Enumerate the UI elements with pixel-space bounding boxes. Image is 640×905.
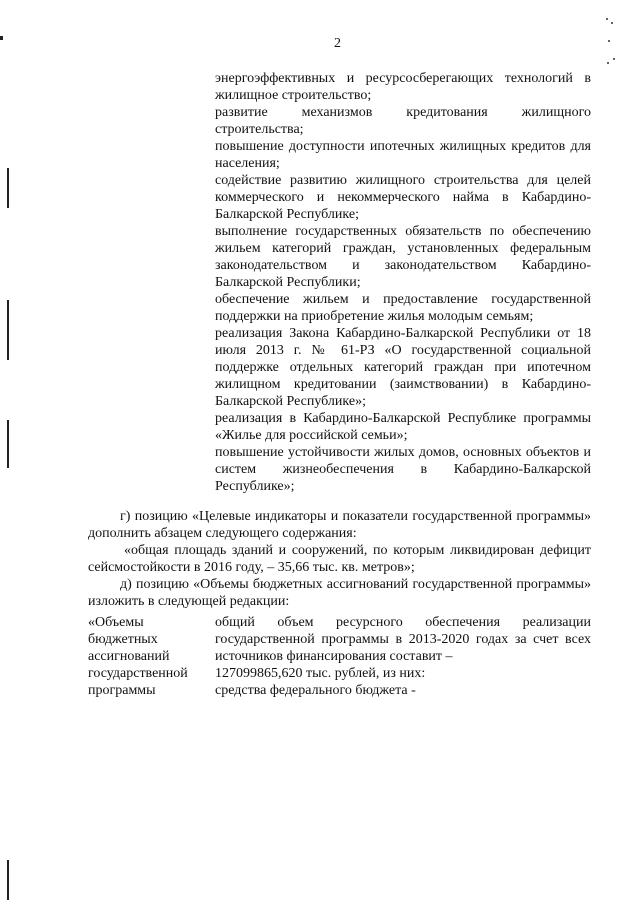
table-left-line: бюджетных bbox=[88, 632, 158, 647]
table-right-text: средства федерального бюджета - bbox=[215, 683, 416, 698]
scan-margin-mark bbox=[7, 420, 9, 468]
list-item: повышение доступности ипотечных жилищных кредитов для населения; bbox=[215, 139, 591, 171]
table-left-line: государственной bbox=[88, 666, 188, 681]
list-item: повышение устойчивости жилых домов, основных объектов и систем жизнеобеспечения в Кабардино-Балкарской Республике»; bbox=[215, 445, 591, 494]
scan-speck bbox=[607, 62, 609, 64]
amendment-paragraphs bbox=[88, 508, 591, 610]
scan-margin-mark bbox=[7, 860, 9, 900]
paragraph-g-quote: «общая площадь зданий и сооружений, по которым ликвидирован дефицит сейсмостойкости в 2016 году, – 35,66 тыс. кв. метров»; bbox=[88, 543, 591, 575]
scan-margin-mark bbox=[0, 36, 3, 40]
scan-speck bbox=[606, 18, 608, 20]
scan-speck bbox=[613, 58, 615, 60]
page-number: 2 bbox=[334, 36, 341, 51]
list-item: обеспечение жильем и предоставление государственной поддержки на приобретение жилья молодым семьям; bbox=[215, 292, 591, 324]
scan-margin-mark bbox=[7, 168, 9, 208]
table-left-line: программы bbox=[88, 683, 156, 698]
table-right-column bbox=[215, 614, 591, 699]
table-right-text: 127099865,620 тыс. рублей, из них: bbox=[215, 666, 426, 681]
scan-margin-mark bbox=[7, 300, 9, 360]
list-item: энергоэффективных и ресурсосберегающих технологий в жилищное строительство; bbox=[215, 71, 591, 103]
list-item: развитие механизмов кредитования жилищного строительства; bbox=[215, 105, 591, 137]
list-item: выполнение государственных обязательств по обеспечению жильем категорий граждан, установленных федеральным законодательством и законодательством Кабардино-Балкарской Республики; bbox=[215, 224, 591, 290]
paragraph-g-position: г) позицию «Целевые индикаторы и показатели государственной программы» дополнить абзацем следующего содержания: bbox=[88, 509, 591, 541]
paragraph-d-position: д) позицию «Объемы бюджетных ассигнований государственной программы» изложить в следующей редакции: bbox=[88, 577, 591, 609]
scan-speck bbox=[608, 40, 610, 42]
table-right-text: общий объем ресурсного обеспечения реализации государственной программы в 2013-2020 годах за счет всех источников финансирования составит – bbox=[215, 615, 591, 664]
table-left-line: «Объемы bbox=[88, 615, 144, 630]
list-item: содействие развитию жилищного строительства для целей коммерческого и некоммерческого найма в Кабардино-Балкарской Республике; bbox=[215, 173, 591, 222]
scan-speck bbox=[611, 22, 613, 24]
list-item: реализация Закона Кабардино-Балкарской Республики от 18 июля 2013 г. № 61-РЗ «О государственной социальной поддержке отдельных категорий граждан при ипотечном жилищном кредитовании (заимствовании) в Кабардино-Балкарской Республике»; bbox=[215, 326, 591, 409]
list-item: реализация в Кабардино-Балкарской Республике программы «Жилье для российской семьи»; bbox=[215, 411, 591, 443]
objectives-list bbox=[215, 70, 591, 495]
table-left-column bbox=[88, 614, 210, 699]
table-left-line: ассигнований bbox=[88, 649, 170, 664]
